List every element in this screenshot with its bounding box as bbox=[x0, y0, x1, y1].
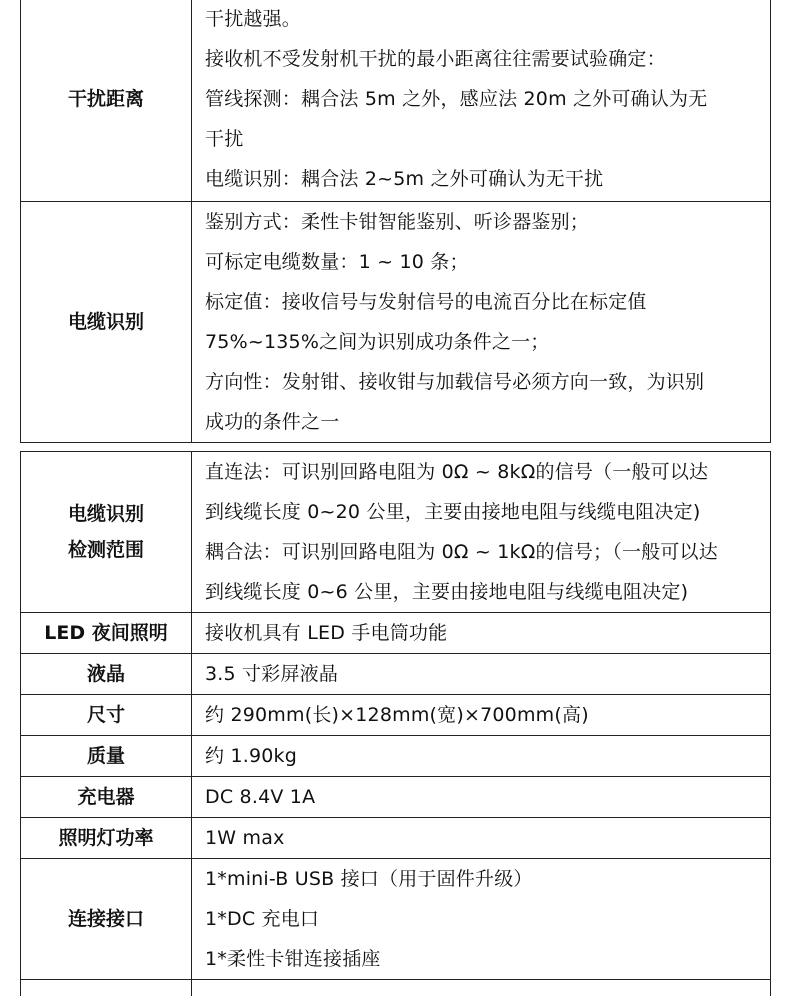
value-line: 到线缆长度 0~6 公里，主要由接地电阻与线缆电阻决定) bbox=[205, 581, 689, 603]
row-value-lamp-power: 1W max bbox=[192, 818, 771, 859]
row-label-lcd: 液晶 bbox=[21, 654, 192, 695]
row-label-interfaces: 连接接口 bbox=[21, 859, 192, 980]
row-value-detection-range bbox=[192, 452, 771, 613]
value-line: 到线缆长度 0~20 公里，主要由接地电阻与线缆电阻决定) bbox=[205, 501, 701, 523]
spec-table-bottom bbox=[20, 451, 771, 996]
table-row-cut-off bbox=[21, 980, 771, 996]
row-label-dimensions: 尺寸 bbox=[21, 695, 192, 736]
row-value-led-lighting: 接收机具有 LED 手电筒功能 bbox=[192, 613, 771, 654]
row-label-interference-distance: 干扰距离 bbox=[21, 0, 192, 202]
label-line: 检测范围 bbox=[67, 539, 144, 561]
value-line: 1*DC 充电口 bbox=[205, 908, 320, 930]
row-value-weight: 约 1.90kg bbox=[192, 736, 771, 777]
value-line: 75%~135%之间为识别成功条件之一； bbox=[205, 331, 550, 353]
table-row bbox=[21, 695, 771, 736]
value-line: 干扰 bbox=[205, 128, 244, 150]
row-label-led-lighting: LED 夜间照明 bbox=[21, 613, 192, 654]
row-value-interference-distance bbox=[192, 0, 771, 202]
value-line: 耦合法：可识别回路电阻为 0Ω ~ 1kΩ的信号；（一般可以达 bbox=[205, 541, 718, 563]
value-line: 干扰越强。 bbox=[205, 8, 302, 30]
row-value-charger: DC 8.4V 1A bbox=[192, 777, 771, 818]
value-line: 1*mini-B USB 接口（用于固件升级） bbox=[205, 868, 533, 890]
table-row bbox=[21, 777, 771, 818]
row-label-weight: 质量 bbox=[21, 736, 192, 777]
table-row bbox=[21, 0, 771, 202]
row-value-cable-identification bbox=[192, 202, 771, 443]
table-row bbox=[21, 859, 771, 980]
table-row bbox=[21, 452, 771, 613]
row-label-detection-range bbox=[21, 452, 192, 613]
value-line: 接收机不受发射机干扰的最小距离往往需要试验确定： bbox=[205, 48, 666, 70]
row-value-cut-off bbox=[192, 980, 771, 996]
value-line: 1*柔性卡钳连接插座 bbox=[205, 948, 381, 970]
value-line: 可标定电缆数量：1 ~ 10 条； bbox=[205, 251, 469, 273]
row-value-interfaces bbox=[192, 859, 771, 980]
table-row bbox=[21, 613, 771, 654]
table-row bbox=[21, 818, 771, 859]
row-label-cable-identification: 电缆识别 bbox=[21, 202, 192, 443]
row-label-charger: 充电器 bbox=[21, 777, 192, 818]
spec-table-top bbox=[20, 0, 771, 443]
value-line: 管线探测：耦合法 5m 之外，感应法 20m 之外可确认为无 bbox=[205, 88, 708, 110]
label-line: 电缆识别 bbox=[67, 503, 144, 525]
value-line: 成功的条件之一 bbox=[205, 411, 340, 433]
value-line: 方向性：发射钳、接收钳与加载信号必须方向一致，为识别 bbox=[205, 371, 705, 393]
table-row bbox=[21, 736, 771, 777]
row-value-dimensions: 约 290mm(长)×128mm(宽)×700mm(高) bbox=[192, 695, 771, 736]
value-line: 电缆识别：耦合法 2~5m 之外可确认为无干扰 bbox=[205, 168, 604, 190]
row-label-lamp-power: 照明灯功率 bbox=[21, 818, 192, 859]
row-value-lcd: 3.5 寸彩屏液晶 bbox=[192, 654, 771, 695]
value-line: 直连法：可识别回路电阻为 0Ω ~ 8kΩ的信号（一般可以达 bbox=[205, 461, 709, 483]
table-row bbox=[21, 202, 771, 443]
row-label-cut-off bbox=[21, 980, 192, 996]
value-line: 鉴别方式：柔性卡钳智能鉴别、听诊器鉴别； bbox=[205, 211, 590, 233]
value-line: 标定值：接收信号与发射信号的电流百分比在标定值 bbox=[205, 291, 647, 313]
table-row bbox=[21, 654, 771, 695]
